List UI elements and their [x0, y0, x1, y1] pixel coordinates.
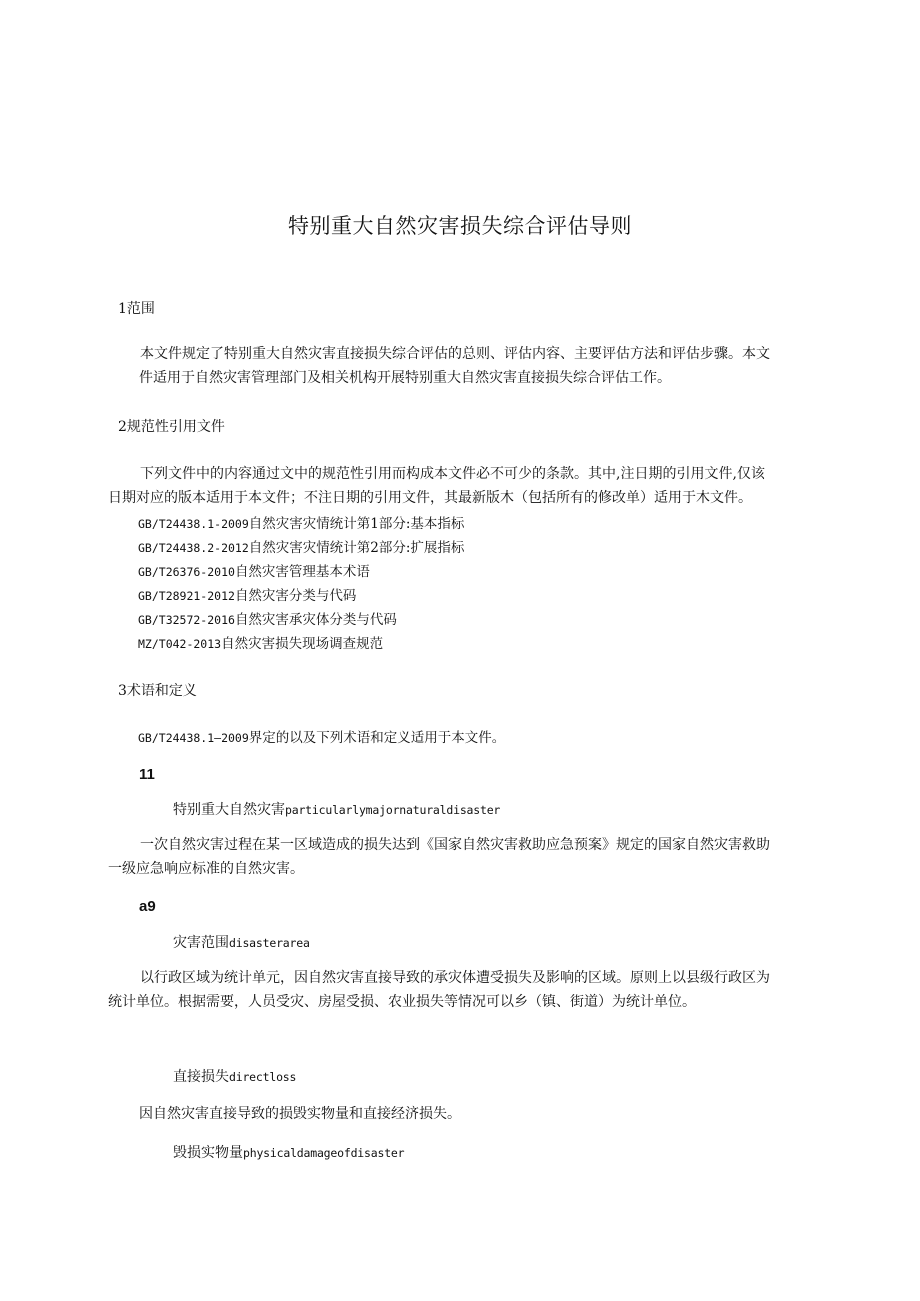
terms-intro-text: 界定的以及下列术语和定义适用于本文件。: [248, 730, 506, 746]
reference-code: GB/T26376-2010: [138, 565, 235, 579]
term-number: 11: [139, 766, 155, 783]
term-name-zh: 特别重大自然灾害: [173, 802, 285, 818]
scope-paragraph-line-1: 本文件规定了特别重大自然灾害直接损失综合评估的总则、评估内容、主要评估方法和评估步骤。本文: [140, 346, 770, 362]
term-name-zh: 毁损实物量: [173, 1145, 243, 1161]
term-number: a9: [139, 898, 156, 915]
term-name-zh: 直接损失: [173, 1069, 229, 1085]
term-definition-line-2: 一级应急响应标准的自然灾害。: [108, 861, 304, 877]
term-name: [173, 799, 500, 819]
reference-title: 自然灾害灾情统计第1部分:基本指标: [248, 516, 465, 532]
term-definition-line-1: 以行政区域为统计单元，因自然灾害直接导致的承灾体遭受损失及影响的区域。原则上以县级行政区为: [140, 970, 770, 986]
reference-item: [138, 536, 464, 556]
reference-title: 自然灾害灾情统计第2部分:扩展指标: [248, 540, 465, 556]
term-name-zh: 灾害范围: [173, 935, 229, 951]
refs-paragraph-line-1: 下列文件中的内容通过文中的规范性引用而构成本文件必不可少的条款。其中,注日期的引用文件,仅该: [140, 466, 765, 482]
section-heading-normative-references: 2规范性引用文件: [118, 419, 225, 435]
term-definition-line-1: 因自然灾害直接导致的损毁实物量和直接经济损失。: [139, 1106, 461, 1122]
section-heading-scope: 1范围: [118, 301, 155, 317]
reference-code: GB/T24438.1-2009: [138, 517, 249, 531]
refs-paragraph-line-2: 日期对应的版本适用于本文件；不注日期的引用文件，其最新版木（包括所有的修改单）适用于木文件。: [108, 490, 752, 506]
scope-paragraph-line-2: 件适用于自然灾害管理部门及相关机构开展特别重大自然灾害直接损失综合评估工作。: [139, 370, 671, 386]
reference-item: [138, 584, 356, 604]
term-name-en: disasterarea: [229, 936, 310, 950]
reference-title: 自然灾害管理基本术语: [234, 564, 370, 580]
term-definition-line-1: 一次自然灾害过程在某一区域造成的损失达到《国家自然灾害救助应急预案》规定的国家自然灾害救助: [140, 837, 770, 853]
terms-intro-code: GB/T24438.1—2009: [138, 731, 249, 745]
terms-intro: [138, 726, 505, 746]
reference-title: 自然灾害分类与代码: [234, 588, 357, 604]
reference-item: [138, 608, 397, 628]
reference-code: GB/T32572-2016: [138, 613, 235, 627]
term-name-en: directloss: [229, 1070, 297, 1084]
term-name: [173, 932, 310, 952]
reference-title: 自然灾害承灾体分类与代码: [234, 612, 397, 628]
term-name: [173, 1066, 296, 1086]
document-title: 特别重大自然灾害损失综合评估导则: [288, 214, 632, 238]
term-name-en: particularlymajornaturaldisaster: [285, 803, 501, 817]
term-name: [173, 1142, 404, 1162]
reference-code: GB/T28921-2012: [138, 589, 235, 603]
reference-item: [138, 560, 370, 580]
reference-code: MZ/T042-2013: [138, 637, 222, 651]
reference-item: [138, 512, 464, 532]
reference-code: GB/T24438.2-2012: [138, 541, 249, 555]
section-heading-terms: 3术语和定义: [118, 683, 197, 699]
term-definition-line-2: 统计单位。根据需要，人员受灾、房屋受损、农业损失等情况可以乡（镇、街道）为统计单位。: [108, 994, 696, 1010]
reference-item: [138, 632, 383, 652]
term-name-en: physicaldamageofdisaster: [243, 1146, 405, 1160]
reference-title: 自然灾害损失现场调查规范: [221, 636, 384, 652]
